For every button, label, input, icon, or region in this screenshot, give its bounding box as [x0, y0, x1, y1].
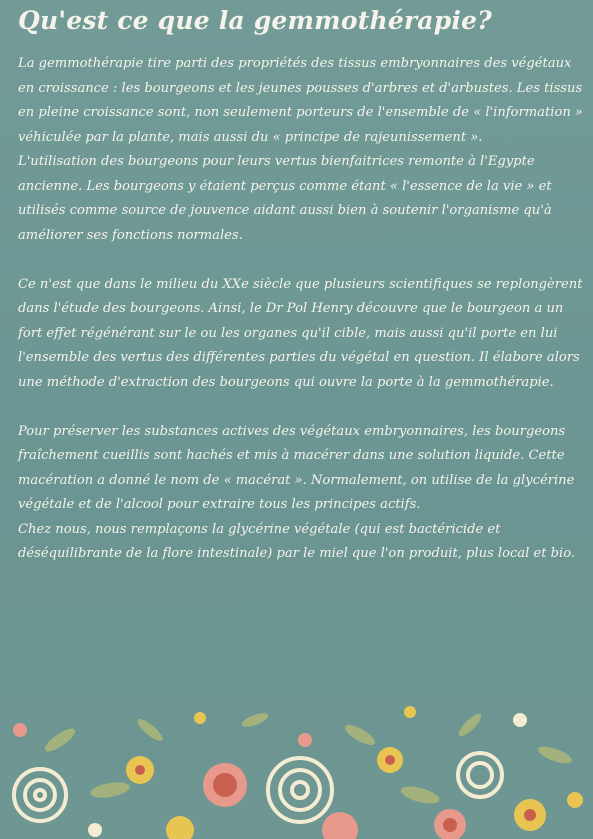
cream-spiral-flowers	[14, 753, 502, 822]
floral-border-illustration	[0, 700, 593, 839]
paragraph-history: L'utilisation des bourgeons pour leurs vertus bienfaitrices remonte à l'Egypte ancienne. Les bourgeons y étaient perçus comme étant « l'essence de la vie » et utilisés comme source de jouvence aidant aussi bien à soutenir l'organisme qu'à améliorer ses fonctions normales.	[18, 154, 552, 243]
paragraph-maceration: Pour préserver les substances actives des végétaux embryonnaires, les bourgeons fraîchement cueillis sont hachés et mis à macérer dans une solution liquide. Cette macération a donné le nom de « macérat ». Normalement, on utilise de la glycérine végétale et de l'alcool pour extraire tous les principes actifs.	[18, 423, 575, 512]
paragraph-gap	[18, 248, 586, 273]
paragraph-pol-henry: Ce n'est que dans le milieu du XXe siècle que plusieurs scientifiques se replongèrent dans l'étude des bourgeons. Ainsi, le Dr Pol Henry découvre que le bourgeon a un fort effet régénérant sur le ou les organes qu'il cible, mais aussi qu'il porte en lui l'ensemble des vertus des différentes parties du végétal en question. Il élabore alors une méthode d'extraction des bourgeons qui ouvre la porte à la gemmothérapie.	[18, 276, 583, 390]
paragraph-intro: La gemmothérapie tire parti des propriétés des tissus embryonnaires des végétaux en croissance : les bourgeons et les jeunes pousses d'arbres et d'arbustes. Les tissus en pleine croissance sont, non seulement porteurs de l'ensemble de « l'information » véhiculée par la plante, mais aussi du « principe de rajeunissement ».	[18, 56, 583, 145]
page-title: Qu'est ce que la gemmothérapie?	[18, 6, 493, 35]
article-body	[18, 52, 586, 567]
paragraph-gap	[18, 395, 586, 420]
paragraph-honey: Chez nous, nous remplaçons la glycérine végétale (qui est bactéricide et déséquilibrante de la flore intestinale) par le miel que l'on produit, plus local et bio.	[18, 521, 576, 561]
